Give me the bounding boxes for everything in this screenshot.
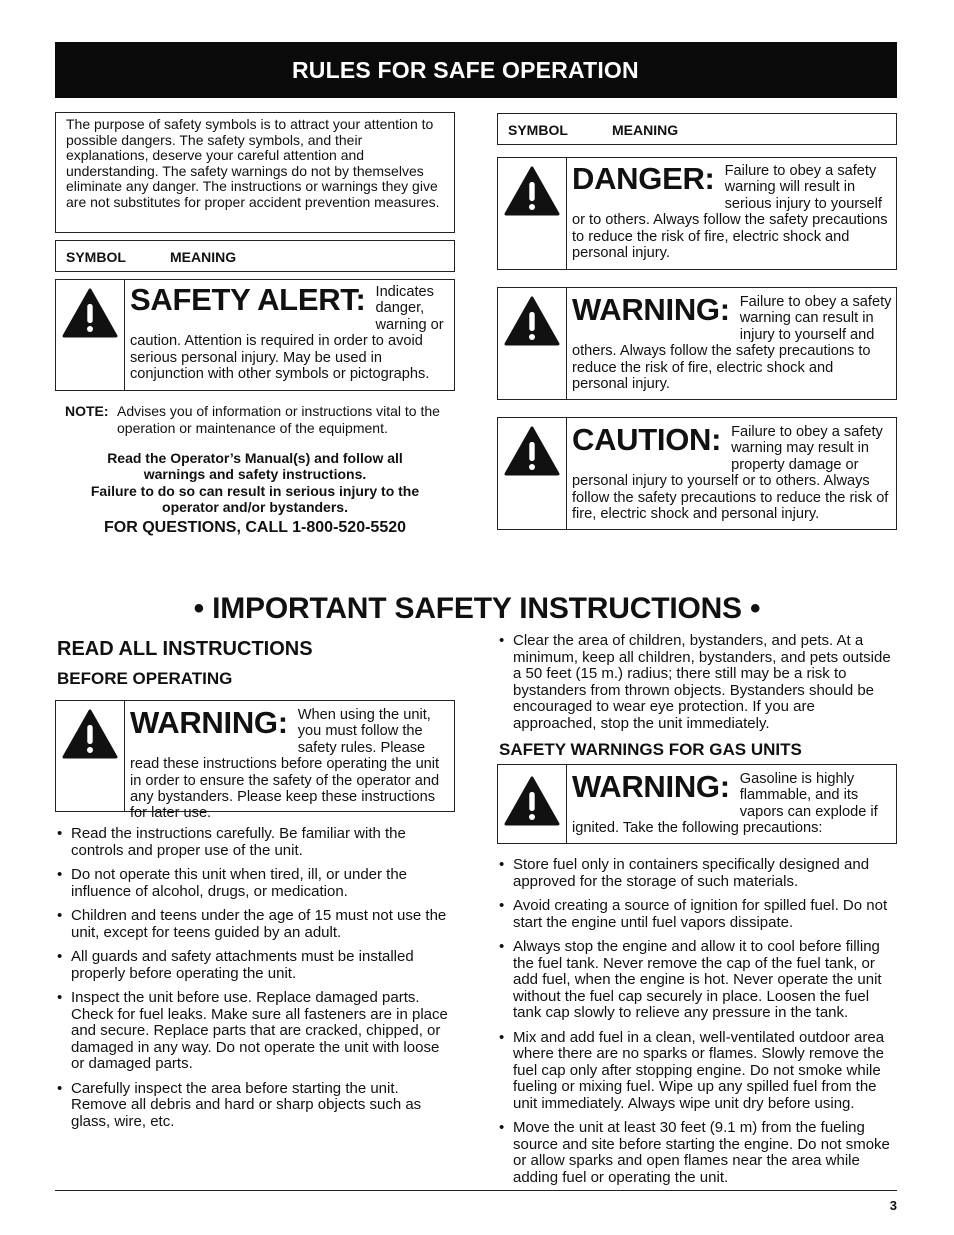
warning-box: [497, 287, 897, 400]
symbol-header-right: [497, 113, 897, 145]
danger-text: Failure to obey a safety warning will result in serious injury to yourself or to others. Always follow the safety precautions to reduce the risk of fire, electric shock and personal injury.: [572, 163, 888, 262]
read-manual-text: Read the Operator’s Manual(s) and follow all warnings and safety instructions.: [107, 450, 403, 482]
before-operating-heading: BEFORE OPERATING: [57, 669, 233, 688]
failure-warning-text: Failure to do so can result in serious injury to the operator and/or bystanders.: [90, 483, 420, 515]
important-safety-title: • IMPORTANT SAFETY INSTRUCTIONS •: [193, 592, 761, 625]
list-item: • Inspect the unit before use. Replace damaged parts. Check for fuel leaks. Make sure all fasteners are in place and secure. Replace parts that are cracked, chipped, or damaged in any way. Do not operate the unit with loose or damaged parts.: [55, 990, 450, 1073]
warning-word: WARNING:: [130, 705, 288, 740]
caution-text: Failure to obey a safety warning may result in property damage or personal injury to yourself or to others. Always follow the safety precautions to reduce the risk of fire, electric shock and personal injury.: [572, 424, 889, 523]
fuel-safety-list: [497, 857, 892, 1186]
warning-triangle-icon: [61, 287, 119, 339]
symbol-header-left: [55, 240, 455, 272]
list-item: • Avoid creating a source of ignition for spilled fuel. Do not start the engine until fuel vapors dissipate.: [497, 898, 892, 931]
clear-area-list: [497, 633, 892, 732]
warning-gas-box: [497, 764, 897, 844]
caution-box: [497, 417, 897, 530]
symbol-cell: [498, 418, 567, 529]
warning-word: WARNING:: [572, 292, 730, 327]
banner-title: RULES FOR SAFE OPERATION: [292, 57, 639, 83]
before-operating-list: [55, 826, 450, 1130]
gas-units-heading: SAFETY WARNINGS FOR GAS UNITS: [499, 740, 802, 759]
symbol-cell: [56, 280, 125, 390]
list-item: • Mix and add fuel in a clean, well-ventilated outdoor area where there are no sparks or flames. Slowly remove the fuel cap only after stopping engine. Do not smoke while fueling or mixing fuel. Wipe up any spilled fuel from the unit immediately. Always wipe unit dry before using.: [497, 1030, 892, 1113]
list-item: • All guards and safety attachments must be installed properly before operating the unit.: [55, 949, 450, 982]
list-item: • Move the unit at least 30 feet (9.1 m) from the fueling source and site before starting the engine. Do not smoke or allow sparks and open flames near the area while adding fuel or operating the unit.: [497, 1120, 892, 1186]
meaning-column-label: MEANING: [170, 249, 237, 265]
meaning-column-label: MEANING: [612, 122, 679, 138]
intro-box: [55, 112, 455, 233]
warning-before-text: When using the unit, you must follow the safety rules. Please read these instructions before operating the unit in order to ensure the safety of the operator and any bystanders. Please keep these instructions for later use.: [130, 707, 440, 822]
list-item: • Children and teens under the age of 15 must not use the unit, except for teens guided by an adult.: [55, 908, 450, 941]
warning-triangle-icon: [503, 425, 561, 477]
symbol-column-label: SYMBOL: [66, 249, 126, 265]
warning-triangle-icon: [61, 708, 119, 760]
list-item: • Carefully inspect the area before starting the unit. Remove all debris and hard or sharp objects such as glass, wire, etc.: [55, 1081, 450, 1131]
warning-before-box: [55, 700, 455, 822]
list-item: • Read the instructions carefully. Be familiar with the controls and proper use of the unit.: [55, 826, 450, 859]
danger-box: [497, 157, 897, 270]
warning-triangle-icon: [503, 775, 561, 827]
read-all-heading: READ ALL INSTRUCTIONS: [57, 638, 313, 660]
list-item: • Store fuel only in containers specifically designed and approved for the storage of such materials.: [497, 857, 892, 890]
list-item: • Clear the area of children, bystanders, and pets. At a minimum, keep all children, bystanders, and pets outside a 50 feet (15 m.) radius; there still may be a risk to bystanders from thrown objects. Bystanders should be encouraged to wear eye protection. If you are approached, stop the unit immediately.: [497, 633, 892, 732]
footer-rule: [55, 1190, 897, 1191]
intro-text: The purpose of safety symbols is to attract your attention to possible dangers. The safety symbols, and their explanations, deserve your careful attention and understanding. The safety warnings do not by themselves eliminate any danger. The instructions or warnings they give are not substitutes for proper accident prevention measures.: [66, 116, 440, 210]
page-number: 3: [889, 1198, 897, 1213]
warning-text: Failure to obey a safety warning can result in injury to yourself and others. Always follow the safety precautions to reduce the risk of fire, electric shock and personal injury.: [572, 294, 892, 393]
safety-alert-word: SAFETY ALERT:: [130, 282, 366, 317]
warning-triangle-icon: [503, 165, 561, 217]
section-banner: [55, 42, 897, 98]
warning-word: WARNING:: [572, 769, 730, 804]
symbol-cell: [498, 158, 567, 269]
warning-triangle-icon: [503, 295, 561, 347]
list-item: • Do not operate this unit when tired, ill, or under the influence of alcohol, drugs, or medication.: [55, 867, 450, 900]
note-block: [65, 403, 455, 437]
warning-gas-text: Gasoline is highly flammable, and its vapors can explode if ignited. Take the following precautions:: [572, 771, 878, 837]
questions-phone: FOR QUESTIONS, CALL 1-800-520-5520: [103, 519, 407, 536]
symbol-cell: [498, 765, 567, 843]
note-text: Advises you of information or instructions vital to the operation or maintenance of the equipment.: [117, 403, 440, 436]
symbol-cell: [56, 701, 125, 811]
danger-word: DANGER:: [572, 161, 715, 196]
list-item: • Always stop the engine and allow it to cool before filling the fuel tank. Never remove the cap of the fuel tank, or add fuel, when the engine is hot. Never operate the unit without the fuel cap securely in place. Loosen the fuel tank cap slowly to relieve any pressure in the tank.: [497, 939, 892, 1022]
safety-alert-text: Indicates danger, warning or caution. Attention is required in order to avoid serious personal injury. May be used in conjunction with other symbols or pictographs.: [130, 284, 444, 383]
symbol-cell: [498, 288, 567, 399]
safety-alert-box: [55, 279, 455, 391]
caution-word: CAUTION:: [572, 422, 722, 457]
symbol-column-label: SYMBOL: [508, 122, 568, 138]
note-label: NOTE:: [65, 403, 109, 419]
